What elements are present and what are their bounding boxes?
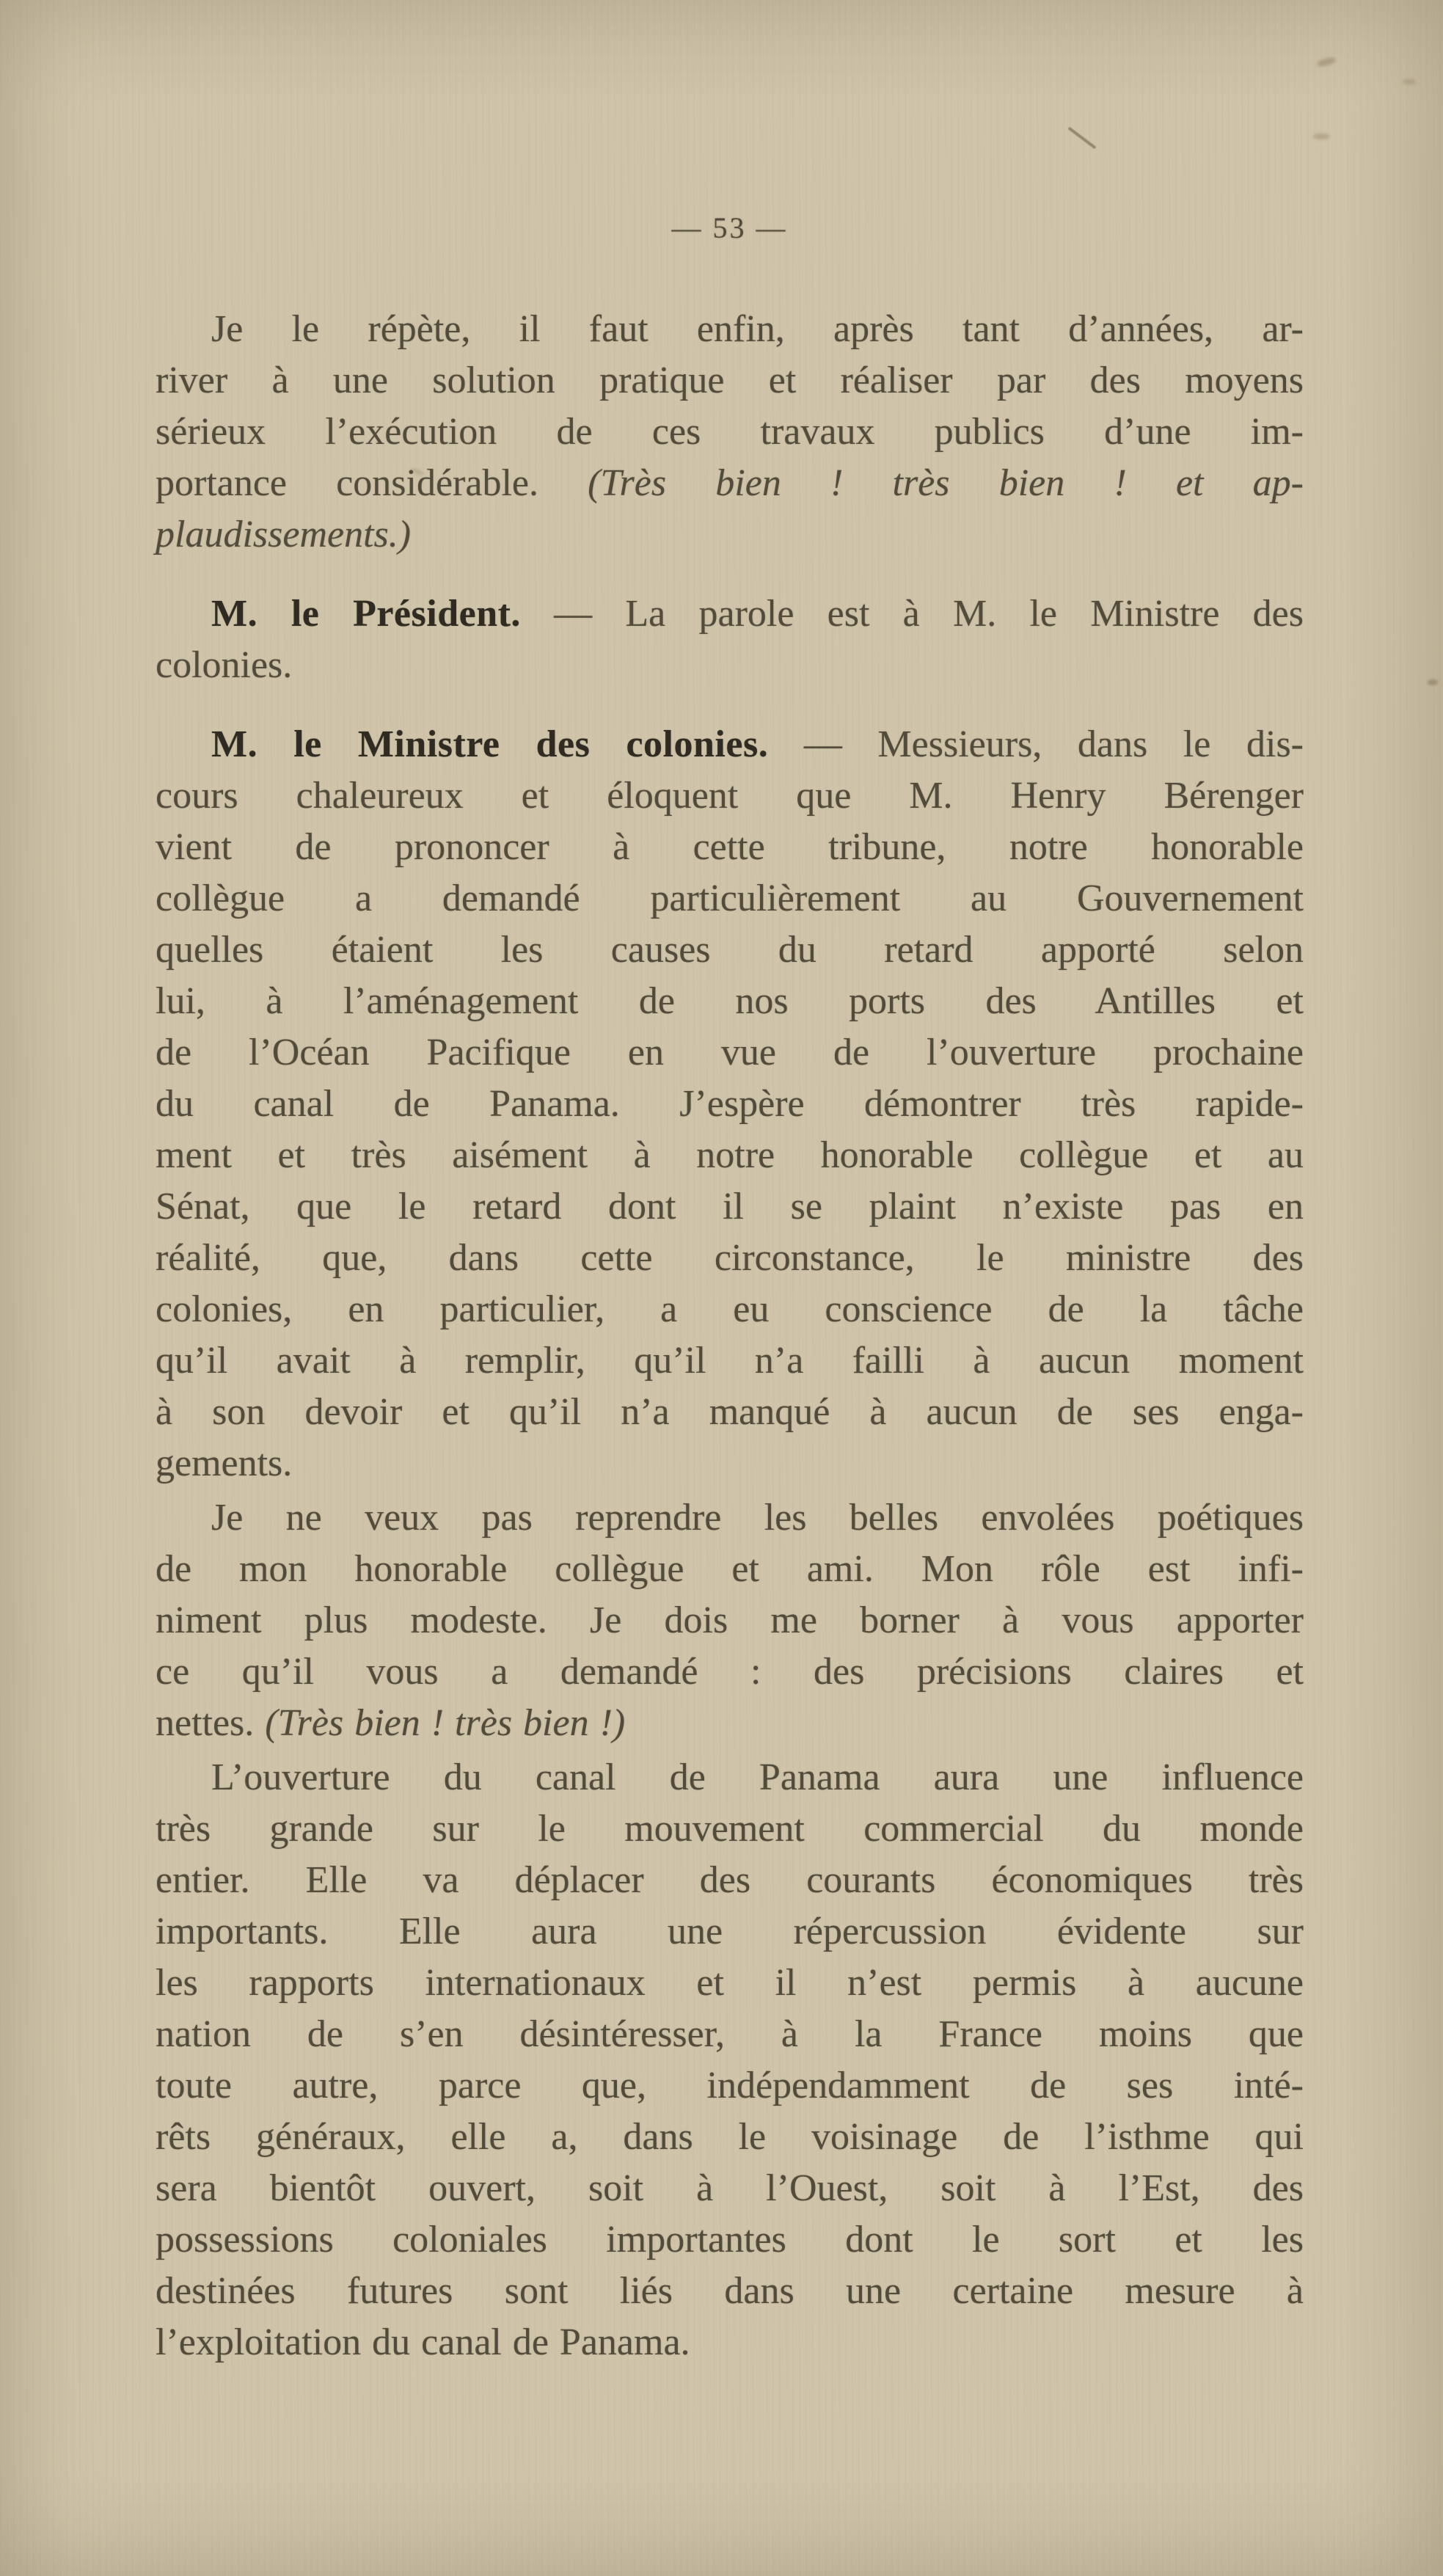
text-segment: lui, à l’aménagement de nos ports des Antilles et [156, 980, 1304, 1022]
text-line [156, 1284, 1304, 1335]
text-segment: sera bientôt ouvert, soit à l’Ouest, soit à l’Est, des [156, 2167, 1304, 2209]
text-segment: niment plus modeste. Je dois me borner à vous apporter [156, 1599, 1304, 1641]
text-segment: nation de s’en désintéresser, à la France moins que [156, 2013, 1304, 2055]
paper-speck [1313, 134, 1329, 139]
text-segment: Sénat, que le retard dont il se plaint n’existe pas en [156, 1186, 1304, 1227]
text-line [156, 1181, 1304, 1233]
text-segment: à son devoir et qu’il n’a manqué à aucun de ses enga- [156, 1391, 1304, 1433]
text-line [156, 1595, 1304, 1646]
text-segment: Je le répète, il faut enfin, après tant d’années, ar- [211, 308, 1304, 350]
paper-scratch [1067, 127, 1096, 150]
text-segment: ment et très aisément à notre honorable collègue et au [156, 1134, 1304, 1176]
paragraph [156, 1492, 1304, 1749]
page-text [156, 304, 1304, 2368]
text-line [156, 719, 1304, 770]
text-segment: très grande sur le mouvement commercial du monde [156, 1808, 1304, 1850]
text-segment: colonies, en particulier, a eu conscience de la tâche [156, 1288, 1304, 1330]
text-segment: réalité, que, dans cette circonstance, le ministre des [156, 1237, 1304, 1279]
text-line [156, 1492, 1304, 1544]
text-segment: M. le Ministre des colonies. [211, 723, 769, 765]
paragraph [156, 304, 1304, 561]
text-segment: river à une solution pratique et réaliser par des moyens [156, 360, 1304, 401]
text-line [156, 640, 1304, 691]
text-segment: Je ne veux pas reprendre les belles envolées poétiques [211, 1497, 1304, 1539]
text-segment: importants. Elle aura une répercussion évidente sur [156, 1911, 1304, 1952]
paper-speck [1428, 679, 1438, 685]
text-segment: — La parole est à M. le Ministre des [520, 593, 1304, 635]
text-line [156, 1646, 1304, 1698]
text-line [156, 1438, 1304, 1489]
text-line [156, 2266, 1304, 2317]
text-line [156, 1335, 1304, 1387]
text-line [156, 1130, 1304, 1181]
paragraph [156, 719, 1304, 1489]
page-number: — 53 — [671, 211, 788, 244]
text-segment: toute autre, parce que, indépendamment de ses inté- [156, 2065, 1304, 2106]
text-segment: vient de prononcer à cette tribune, notre honorable [156, 826, 1304, 868]
text-line [156, 509, 1304, 561]
text-segment: — Messieurs, dans le dis- [768, 723, 1304, 765]
text-line [156, 2009, 1304, 2060]
text-segment: (Très bien ! très bien ! et ap- [588, 462, 1304, 504]
text-line [156, 1752, 1304, 1803]
text-segment: ce qu’il vous a demandé : des précisions claires et [156, 1651, 1304, 1693]
text-segment: cours chaleureux et éloquent que M. Henry Bérenger [156, 775, 1304, 817]
text-line [156, 2214, 1304, 2266]
text-line [156, 406, 1304, 458]
text-segment: du canal de Panama. J’espère démontrer très rapide- [156, 1083, 1304, 1125]
text-segment: possessions coloniales importantes dont le sort et les [156, 2219, 1304, 2261]
text-line [156, 822, 1304, 873]
text-line [156, 976, 1304, 1027]
text-segment: portance considérable. [156, 462, 588, 504]
text-segment: colonies. [156, 644, 293, 686]
text-line [156, 1027, 1304, 1079]
text-line [156, 1233, 1304, 1284]
text-segment: collègue a demandé particulièrement au Gouvernement [156, 877, 1304, 919]
text-segment: plaudissements.) [156, 514, 412, 555]
text-segment: les rapports internationaux et il n’est permis à aucune [156, 1962, 1304, 2004]
text-line [156, 1803, 1304, 1855]
text-line [156, 2060, 1304, 2112]
paragraph [156, 588, 1304, 691]
text-segment: destinées futures sont liés dans une certaine mesure à [156, 2270, 1304, 2312]
text-segment: quelles étaient les causes du retard apporté selon [156, 929, 1304, 971]
text-line [156, 458, 1304, 509]
paper-speck [1316, 56, 1336, 67]
text-segment: de l’Océan Pacifique en vue de l’ouverture prochaine [156, 1032, 1304, 1073]
text-segment: rêts généraux, elle a, dans le voisinage de l’isthme qui [156, 2116, 1304, 2158]
text-line [156, 1387, 1304, 1438]
text-line [156, 2112, 1304, 2163]
text-segment: M. le Président. [211, 593, 521, 635]
text-line [156, 1544, 1304, 1595]
text-segment: entier. Elle va déplacer des courants économiques très [156, 1859, 1304, 1901]
text-line [156, 770, 1304, 822]
text-line [156, 1698, 1304, 1749]
text-line [156, 924, 1304, 976]
text-line [156, 304, 1304, 355]
text-line [156, 1079, 1304, 1130]
paragraph [156, 1752, 1304, 2368]
text-line [156, 588, 1304, 640]
text-segment: (Très bien ! très bien !) [265, 1702, 626, 1744]
text-line [156, 2163, 1304, 2214]
text-segment: l’exploitation du canal de Panama. [156, 2321, 690, 2363]
text-segment: L’ouverture du canal de Panama aura une influence [211, 1756, 1304, 1798]
text-segment: sérieux l’exécution de ces travaux publics d’une im- [156, 411, 1304, 453]
text-segment: qu’il avait à remplir, qu’il n’a failli à aucun moment [156, 1340, 1304, 1382]
text-line [156, 1855, 1304, 1906]
text-line [156, 2317, 1304, 2368]
text-line [156, 1957, 1304, 2009]
text-line [156, 873, 1304, 924]
paper-speck [1403, 79, 1416, 84]
text-segment: gements. [156, 1442, 293, 1484]
text-segment: nettes. [156, 1702, 266, 1744]
text-segment: de mon honorable collègue et ami. Mon rôle est infi- [156, 1548, 1304, 1590]
text-line [156, 1906, 1304, 1957]
text-line [156, 355, 1304, 406]
